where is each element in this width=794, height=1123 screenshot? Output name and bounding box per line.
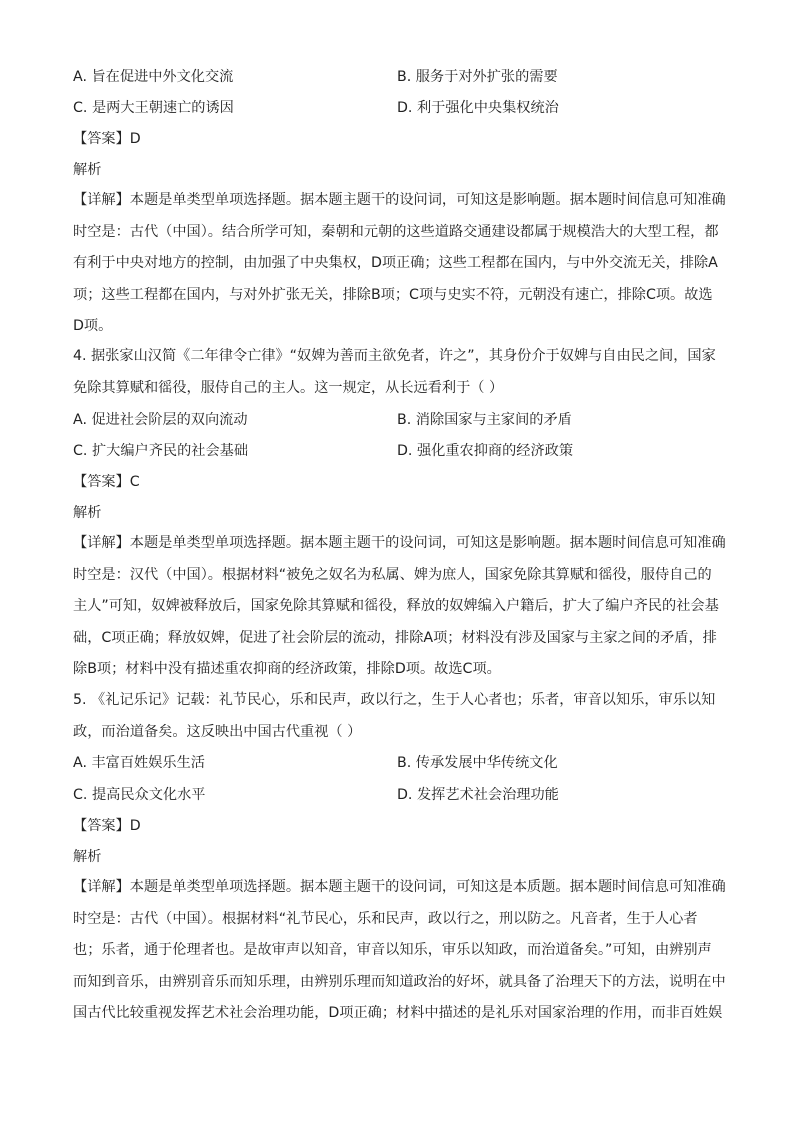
q3-option-d — [397, 98, 559, 118]
q3-detail-line: 时空是：古代（中国）。结合所学可知，秦朝和元朝的这些道路交通建设都属于规模浩大的大型工程，都 — [73, 223, 719, 240]
q5-detail-line: 国古代比较重视发挥艺术社会治理功能，D项正确；材料中描述的是礼乐对国家治理的作用，而非百姓娱 — [73, 1005, 723, 1021]
q5-stem-line: 5. 《礼记乐记》记载：礼节民心，乐和民声，政以行之，生于人心者也；乐者，审音以知乐，审乐以知 — [73, 692, 716, 708]
q4-option-b-text: 消除国家与主家间的矛盾 — [415, 412, 572, 428]
q5-option-d-letter: D. — [397, 787, 413, 803]
q3-option-a — [73, 67, 233, 87]
q3-detail-line: 项；这些工程都在国内，与对外扩张无关，排除B项；C项与史实不符，元朝没有速亡，排除C项。故选 — [73, 286, 713, 303]
q4-option-c-letter: C. — [73, 443, 88, 459]
q5-detail-line: 【详解】本题是单类型单项选择题。据本题主题干的设问词，可知这是本质题。据本题时间信息可知准确 — [73, 879, 726, 895]
q5-option-d-text: 发挥艺术社会治理功能 — [416, 787, 559, 803]
q5-answer: 【答案】D — [73, 818, 141, 834]
q5-detail-line: 也；乐者，通于伦理者也。是故审声以知音，审音以知乐，审乐以知政，而治道备矣。”可知，由辨别声 — [73, 942, 712, 958]
q5-detail-line: 而知到音乐，由辨别音乐而知乐理，由辨别乐理而知道政治的好坏，就具备了治理天下的方法，说明在中 — [73, 973, 726, 990]
q5-option-d — [397, 785, 559, 805]
q3-option-a-text: 旨在促进中外文化交流 — [91, 69, 234, 85]
q4-option-a — [73, 410, 248, 430]
q3-answer: 【答案】D — [73, 131, 141, 147]
q4-option-d-letter: D. — [397, 443, 413, 459]
q4-stem-line: 免除其算赋和徭役，服侍自己的主人。这一规定，从长远看利于（ ） — [73, 379, 504, 396]
q4-option-a-letter: A. — [73, 412, 87, 428]
q5-option-a-letter: A. — [73, 755, 87, 771]
q3-detail-line: 有利于中央对地方的控制，由加强了中央集权，D项正确；这些工程都在国内，与中外交流无关，排除A — [73, 255, 718, 271]
q5-option-a — [73, 753, 205, 773]
q5-detail — [73, 872, 726, 1030]
q4-option-d — [397, 441, 573, 461]
q3-detail-line: 【详解】本题是单类型单项选择题。据本题主题干的设问词，可知这是影响题。据本题时间信息可知准确 — [73, 192, 726, 208]
q3-detail — [73, 185, 726, 343]
q5-option-a-text: 丰富百姓娱乐生活 — [91, 755, 205, 771]
q3-option-b-text: 服务于对外扩张的需要 — [415, 69, 558, 85]
q5-option-c-text: 提高民众文化水平 — [91, 787, 206, 803]
q5-option-b-letter: B. — [397, 755, 412, 771]
q3-analysis-label: 解析 — [73, 162, 102, 178]
q3-option-a-letter: A. — [73, 69, 87, 85]
q4-option-b — [397, 410, 572, 430]
q4-analysis-label: 解析 — [73, 505, 102, 521]
q4-detail-line: 础，C项正确；释放奴婢，促进了社会阶层的流动，排除A项；材料没有涉及国家与主家之间的矛盾，排 — [73, 629, 717, 646]
q4-stem-line: 4. 据张家山汉简《二年律令亡律》“奴婢为善而主欲免者，许之”，其身份介于奴婢与自由民之间，国家 — [73, 348, 716, 364]
q4-detail-line: 除B项；材料中没有描述重农抑商的经济政策，排除D项。故选C项。 — [73, 661, 501, 677]
q3-detail-line: D项。 — [73, 318, 113, 334]
q3-option-b — [397, 67, 558, 87]
q3-option-d-text: 利于强化中央集权统治 — [416, 100, 559, 116]
q5-option-c-letter: C. — [73, 787, 88, 803]
q5-option-b-text: 传承发展中华传统文化 — [415, 755, 558, 771]
q5-option-c — [73, 785, 205, 805]
q3-option-c-text: 是两大王朝速亡的诱因 — [91, 100, 234, 116]
q4-detail-line: 【详解】本题是单类型单项选择题。据本题主题干的设问词，可知这是影响题。据本题时间信息可知准确 — [73, 535, 726, 551]
q3-option-c — [73, 98, 234, 118]
q4-option-a-text: 促进社会阶层的双向流动 — [91, 412, 248, 428]
q4-stem — [73, 341, 723, 404]
q4-detail-line: 时空是：汉代（中国）。根据材料“被免之奴名为私属、婢为庶人，国家免除其算赋和徭役，服侍自己的 — [73, 566, 712, 583]
q4-detail-line: 主人”可知，奴婢被释放后，国家免除其算赋和徭役，释放的奴婢编入户籍后，扩大了编户齐民的社会基 — [73, 598, 719, 614]
q4-detail — [73, 528, 726, 686]
q3-option-c-letter: C. — [73, 100, 88, 116]
q4-answer: 【答案】C — [73, 474, 140, 490]
q4-option-b-letter: B. — [397, 412, 412, 428]
q4-option-c — [73, 441, 248, 461]
q5-detail-line: 时空是：古代（中国）。根据材料“礼节民心，乐和民声，政以行之，刑以防之。凡音者，生于人心者 — [73, 910, 698, 927]
q4-option-c-text: 扩大编户齐民的社会基础 — [91, 443, 249, 459]
q3-option-d-letter: D. — [397, 100, 413, 116]
q5-option-b — [397, 753, 558, 773]
q5-stem-line: 政，而治道备矣。这反映出中国古代重视（ ） — [73, 723, 362, 740]
q5-stem — [73, 685, 723, 748]
q3-option-b-letter: B. — [397, 69, 412, 85]
q5-analysis-label: 解析 — [73, 849, 102, 865]
q4-option-d-text: 强化重农抑商的经济政策 — [416, 443, 574, 459]
